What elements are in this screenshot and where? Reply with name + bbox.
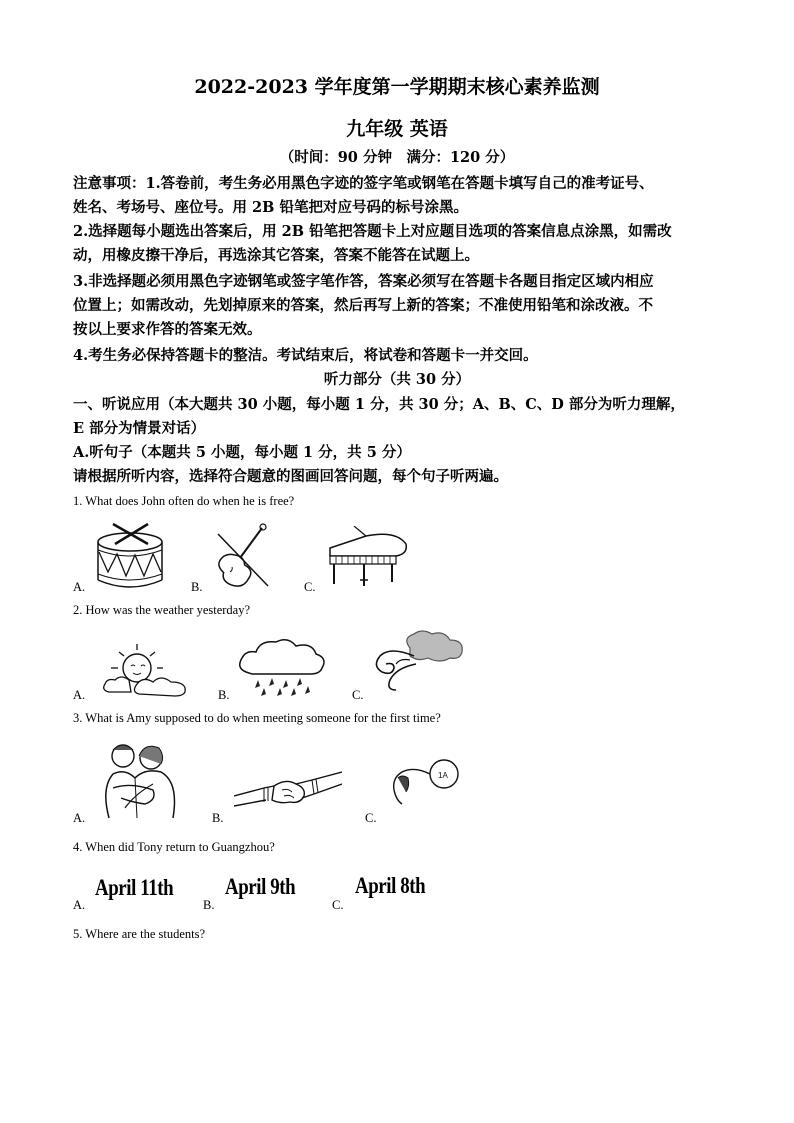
option-label: A.	[73, 580, 86, 594]
option-label: C.	[304, 580, 316, 594]
wind-icon	[370, 628, 466, 694]
note-line: 3.非选择题必须用黑色字迹钢笔或签字笔作答，答案必须写在答题卡各题目指定区域内相应	[73, 273, 654, 290]
partA-heading: A.听句子（本题共 5 小题，每小题 1 分，共 5 分）	[73, 444, 411, 461]
sun-cloud-icon	[95, 640, 191, 698]
question-3: 3. What is Amy supposed to do when meeting someone for the first time?	[73, 711, 441, 725]
note-line: 按以上要求作答的答案无效。	[73, 321, 262, 338]
drum-icon	[93, 522, 167, 592]
partA-instruction: 请根据所听内容，选择符合题意的图画回答问题，每个句子听两遍。	[73, 468, 508, 485]
note-line: 2.选择题每小题选出答案后，用 2B 铅笔把答题卡上对应题目选项的答案信息点涂黑，如需改	[73, 223, 672, 240]
note-line: 4.考生务必保持答题卡的整洁。考试结束后，将试卷和答题卡一并交回。	[73, 347, 538, 364]
question-2: 2. How was the weather yesterday?	[73, 603, 251, 617]
exam-subtitle: 九年级 英语	[346, 118, 448, 140]
question-5: 5. Where are the students?	[73, 927, 206, 941]
option-label: B.	[191, 580, 203, 594]
part1-heading: 一、听说应用（本大题共 30 小题，每小题 1 分，共 30 分；A、B、C、D 部分为听力理解，	[73, 396, 685, 413]
piano-icon	[326, 526, 410, 590]
question-4: 4. When did Tony return to Guangzhou?	[73, 840, 275, 854]
note-line: 位置上；如需改动，先划掉原来的答案，然后再写上新的答案；不准使用铅笔和涂改液。不	[73, 297, 653, 314]
violin-icon	[210, 522, 278, 592]
date-image-april-11th: April 11th	[95, 875, 174, 900]
date-image-april-8th: April 8th	[355, 873, 426, 898]
note-line: 姓名、考场号、座位号。用 2B 铅笔把对应号码的标号涂黑。	[73, 199, 468, 216]
listening-heading: 听力部分（共 30 分）	[323, 371, 471, 388]
option-label: A.	[73, 898, 86, 912]
question-1: 1. What does John often do when he is free?	[73, 494, 295, 508]
option-label: C.	[352, 688, 364, 702]
bow-icon	[384, 748, 468, 810]
option-label: A.	[73, 688, 86, 702]
option-label: B.	[203, 898, 215, 912]
note-line: 注意事项：1.答卷前，考生务必用黑色字迹的签字笔或钢笔在答题卡填写自己的准考证号、	[73, 175, 654, 192]
option-label: A.	[73, 811, 86, 825]
rain-icon	[236, 636, 328, 698]
exam-title: 2022-2023 学年度第一学期期末核心素养监测	[194, 76, 600, 98]
handshake-icon	[234, 766, 342, 814]
date-image-april-9th: April 9th	[225, 874, 296, 899]
bow-label: 1A	[438, 771, 448, 780]
option-label: C.	[332, 898, 344, 912]
option-label: B.	[212, 811, 224, 825]
hug-icon	[95, 738, 187, 822]
option-label: C.	[365, 811, 377, 825]
option-label: B.	[218, 688, 230, 702]
time-info: （时间：90 分钟 满分：120 分）	[279, 149, 515, 166]
note-line: 动，用橡皮擦干净后，再选涂其它答案，答案不能答在试题上。	[73, 247, 479, 264]
part1-heading-cont: E 部分为情景对话）	[73, 420, 206, 437]
